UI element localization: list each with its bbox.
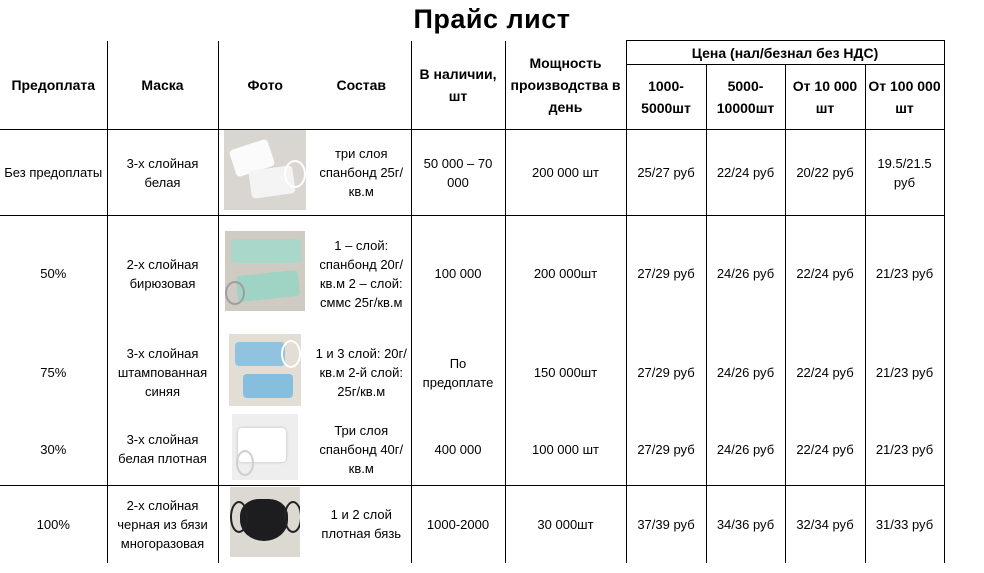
page-title: Прайс лист	[413, 4, 571, 34]
stock-cell: 1000-2000	[411, 485, 505, 563]
mask-cell: 3-х слойная белая	[107, 130, 218, 216]
stock-cell: По предоплате	[411, 332, 505, 414]
table-row	[0, 485, 944, 563]
capacity-cell: 30 000шт	[505, 485, 626, 563]
prepay-cell: 30%	[0, 414, 107, 486]
price-tier-1-cell: 27/29 руб	[626, 216, 706, 332]
table-row	[0, 130, 944, 216]
header-stock: В наличии, шт	[411, 41, 505, 130]
capacity-cell: 100 000 шт	[505, 414, 626, 486]
table-row	[0, 332, 944, 414]
photo-cell	[218, 485, 312, 563]
header-photo: Фото	[218, 41, 312, 130]
mask-cell: 3-х слойная белая плотная	[107, 414, 218, 486]
price-tier-3-cell: 22/24 руб	[785, 216, 865, 332]
stock-cell: 100 000	[411, 216, 505, 332]
blue-mask-photo	[229, 334, 301, 406]
prepay-cell: Без предоплаты	[0, 130, 107, 216]
photo-cell	[218, 130, 312, 216]
capacity-cell: 200 000шт	[505, 216, 626, 332]
header-row-1	[0, 41, 944, 65]
mask-cell: 2-х слойная черная из бязи многоразовая	[107, 485, 218, 563]
header-tier-1: 1000-5000шт	[626, 65, 706, 130]
price-tier-2-cell: 24/26 руб	[706, 414, 785, 486]
stock-cell: 400 000	[411, 414, 505, 486]
price-tier-2-cell: 24/26 руб	[706, 216, 785, 332]
price-tier-2-cell: 34/36 руб	[706, 485, 785, 563]
black-mask-photo	[230, 487, 300, 557]
price-tier-1-cell: 25/27 руб	[626, 130, 706, 216]
table-row	[0, 216, 944, 332]
mask-cell: 3-х слойная штампованная синяя	[107, 332, 218, 414]
header-tier-3: От 10 000 шт	[785, 65, 865, 130]
price-tier-4-cell: 21/23 руб	[865, 216, 944, 332]
white-dense-mask-photo	[232, 414, 298, 480]
composition-cell: 1 и 3 слой: 20г/кв.м 2-й слой: 25г/кв.м	[312, 332, 411, 414]
table-row	[0, 414, 944, 486]
header-capacity: Мощность производства в день	[505, 41, 626, 130]
composition-cell: Три слоя спанбонд 40г/кв.м	[312, 414, 411, 486]
price-tier-1-cell: 27/29 руб	[626, 332, 706, 414]
white-mask-photo	[224, 130, 306, 210]
price-tier-4-cell: 19.5/21.5 руб	[865, 130, 944, 216]
prepay-cell: 100%	[0, 485, 107, 563]
price-tier-3-cell: 20/22 руб	[785, 130, 865, 216]
prepay-cell: 50%	[0, 216, 107, 332]
prepay-cell: 75%	[0, 332, 107, 414]
price-tier-2-cell: 22/24 руб	[706, 130, 785, 216]
capacity-cell: 200 000 шт	[505, 130, 626, 216]
price-tier-2-cell: 24/26 руб	[706, 332, 785, 414]
price-table	[0, 40, 945, 563]
header-tier-2: 5000-10000шт	[706, 65, 785, 130]
photo-cell	[218, 216, 312, 332]
price-tier-3-cell: 22/24 руб	[785, 414, 865, 486]
price-tier-4-cell: 31/33 руб	[865, 485, 944, 563]
price-tier-1-cell: 27/29 руб	[626, 414, 706, 486]
header-mask: Маска	[107, 41, 218, 130]
mask-cell: 2-х слойная бирюзовая	[107, 216, 218, 332]
price-tier-4-cell: 21/23 руб	[865, 414, 944, 486]
photo-cell	[218, 414, 312, 486]
composition-cell: 1 и 2 слой плотная бязь	[312, 485, 411, 563]
header-prepay: Предоплата	[0, 41, 107, 130]
composition-cell: три слоя спанбонд 25г/кв.м	[312, 130, 411, 216]
header-price-group: Цена (нал/безнал без НДС)	[626, 41, 944, 65]
price-tier-3-cell: 32/34 руб	[785, 485, 865, 563]
price-tier-4-cell: 21/23 руб	[865, 332, 944, 414]
price-tier-1-cell: 37/39 руб	[626, 485, 706, 563]
stock-cell: 50 000 – 70 000	[411, 130, 505, 216]
header-tier-4: От 100 000 шт	[865, 65, 944, 130]
header-composition: Состав	[312, 41, 411, 130]
turquoise-mask-photo	[225, 231, 305, 311]
capacity-cell: 150 000шт	[505, 332, 626, 414]
photo-cell	[218, 332, 312, 414]
price-tier-3-cell: 22/24 руб	[785, 332, 865, 414]
composition-cell: 1 – слой: спанбонд 20г/кв.м 2 – слой: сммс 25г/кв.м	[312, 216, 411, 332]
